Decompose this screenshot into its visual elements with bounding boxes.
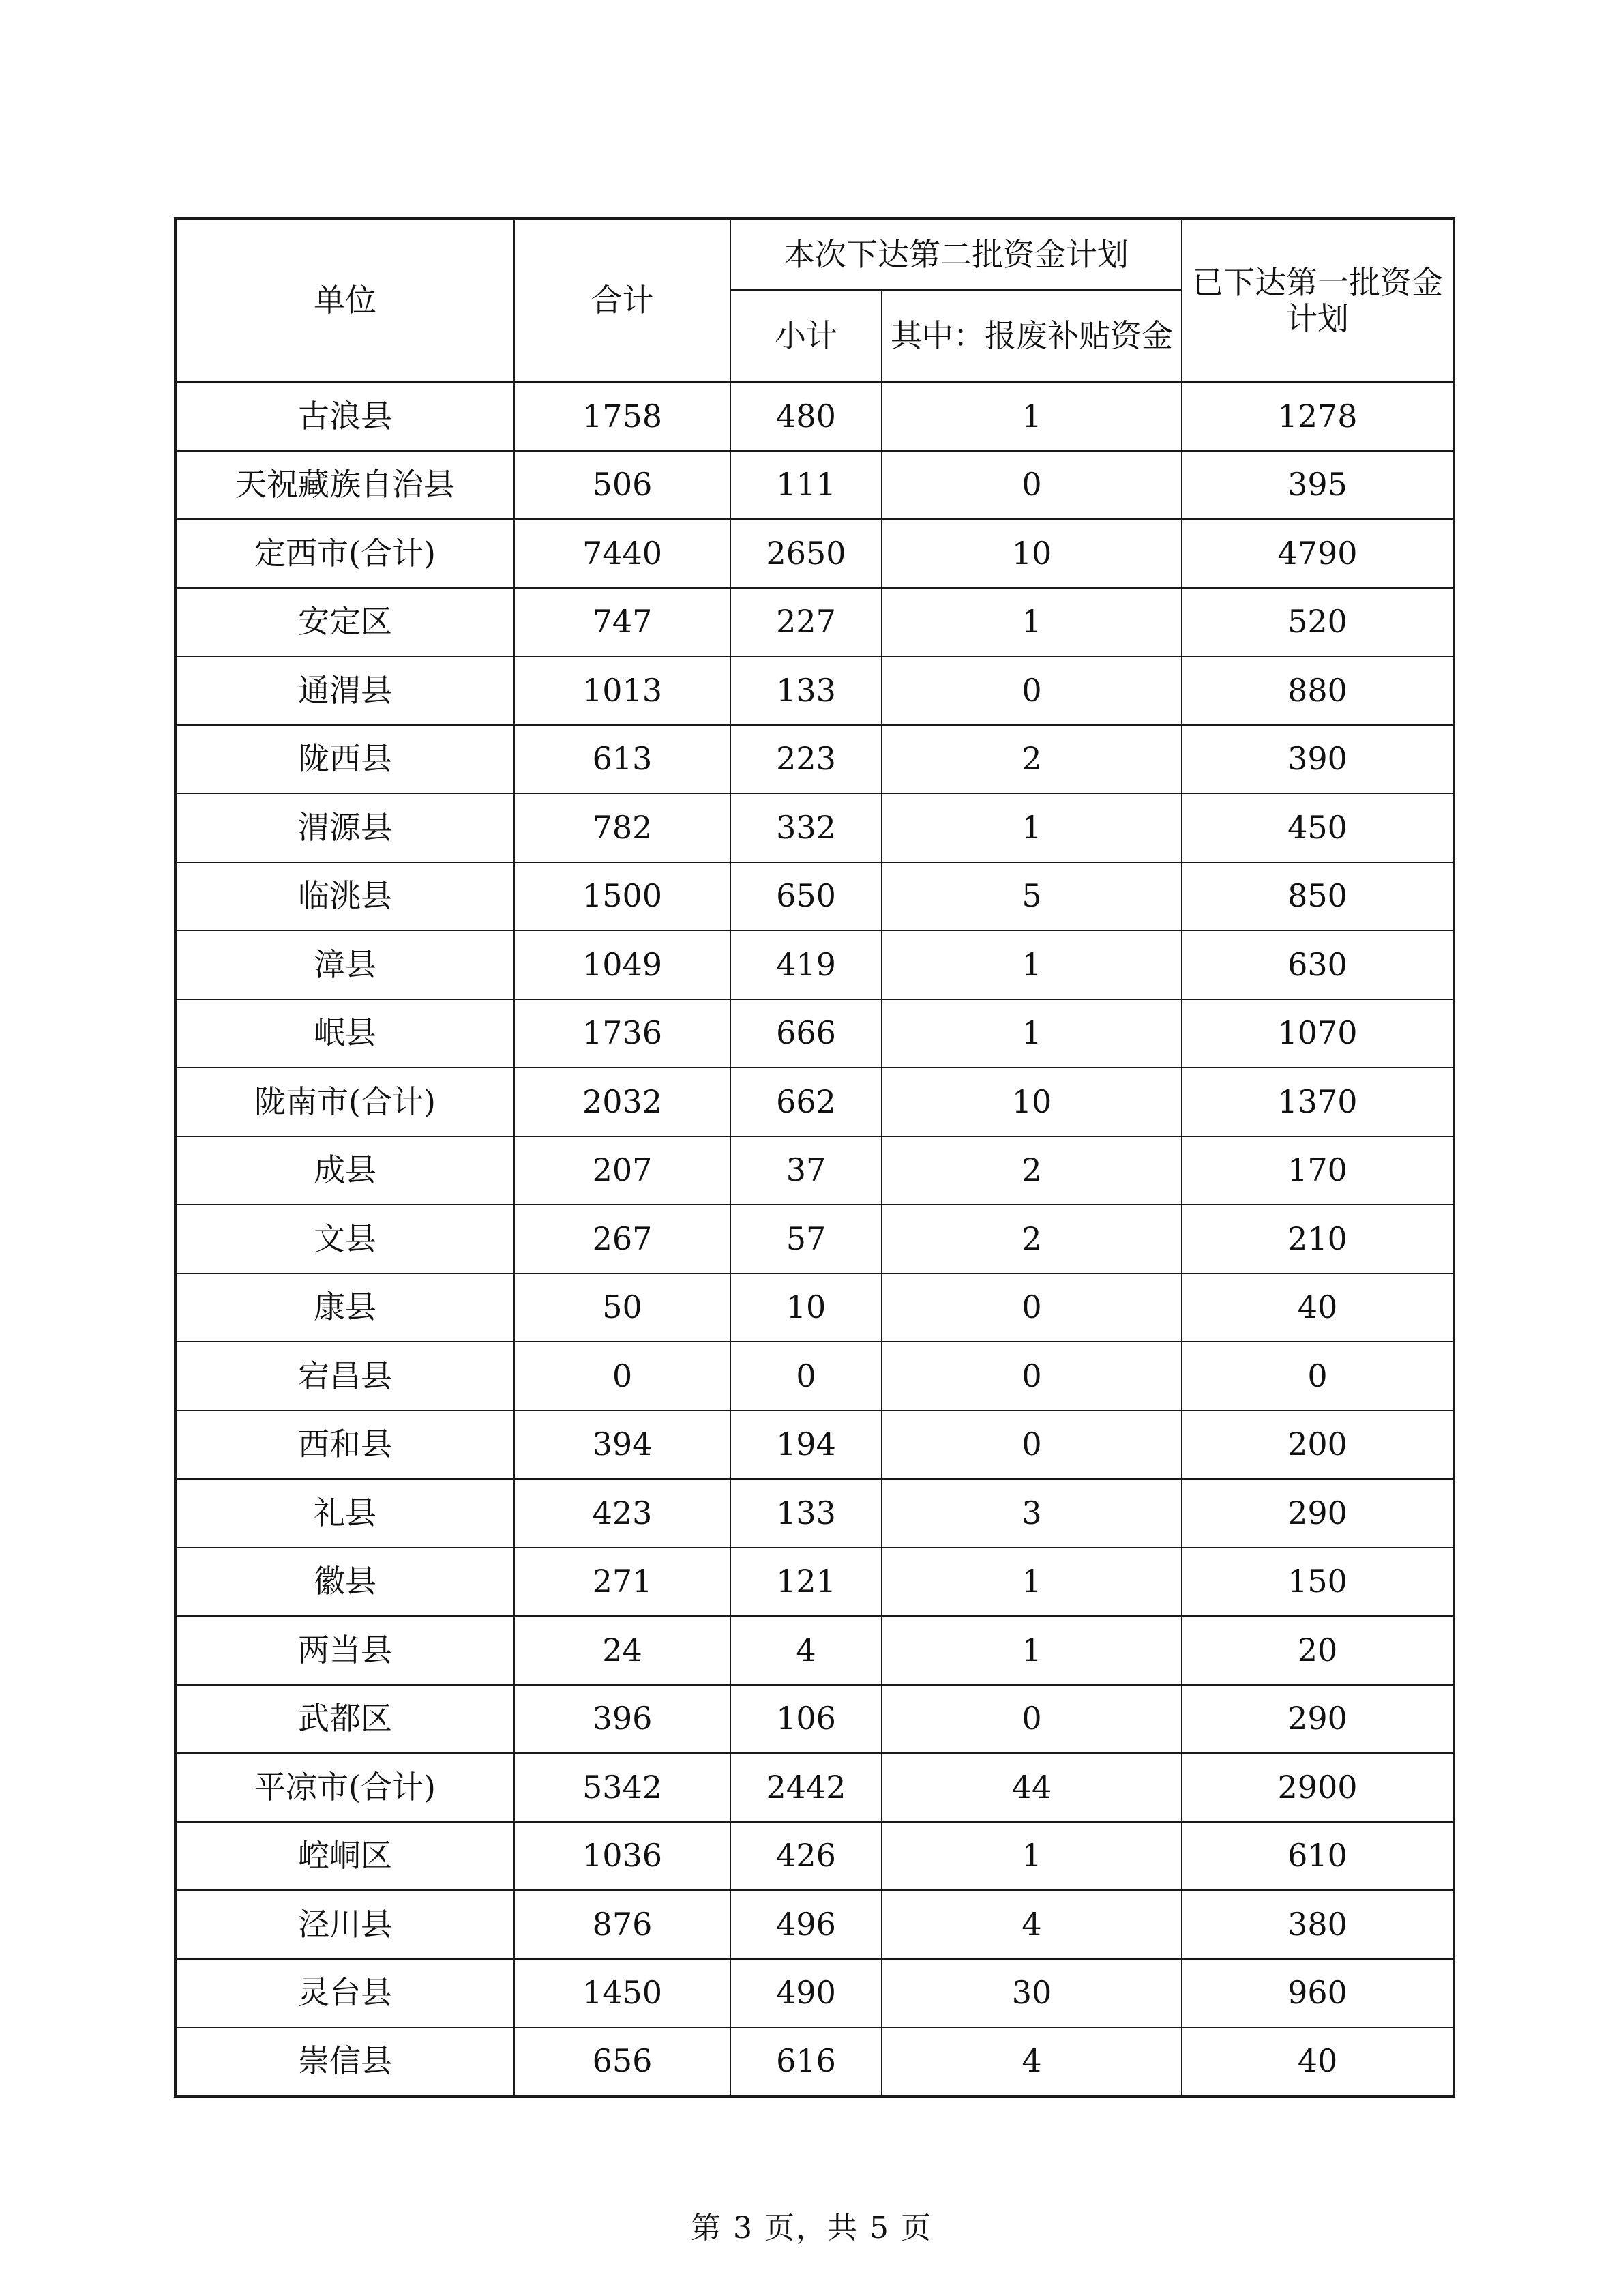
cell-total: 1036 xyxy=(514,1822,730,1891)
cell-subtotal: 0 xyxy=(730,1342,882,1411)
cell-scrap-subsidy: 0 xyxy=(882,451,1182,520)
table-row xyxy=(175,1616,1454,1685)
table-row xyxy=(175,1685,1454,1754)
table-row xyxy=(175,1822,1454,1891)
cell-total: 1736 xyxy=(514,999,730,1068)
cell-subtotal: 496 xyxy=(730,1890,882,1959)
cell-unit: 崇信县 xyxy=(175,2027,514,2096)
cell-previous: 850 xyxy=(1182,862,1454,931)
page-number: 第 3 页，共 5 页 xyxy=(691,2211,932,2246)
cell-unit: 漳县 xyxy=(175,930,514,999)
cell-previous: 150 xyxy=(1182,1548,1454,1617)
cell-unit: 定西市(合计) xyxy=(175,519,514,588)
cell-subtotal: 10 xyxy=(730,1274,882,1342)
table-row xyxy=(175,999,1454,1068)
header-total: 合计 xyxy=(514,218,730,382)
cell-unit: 平凉市(合计) xyxy=(175,1753,514,1822)
table-row xyxy=(175,1274,1454,1342)
cell-scrap-subsidy: 1 xyxy=(882,1548,1182,1617)
table-header-row xyxy=(175,218,1454,290)
cell-unit: 临洮县 xyxy=(175,862,514,931)
cell-previous: 1278 xyxy=(1182,382,1454,451)
cell-total: 1500 xyxy=(514,862,730,931)
cell-scrap-subsidy: 4 xyxy=(882,1890,1182,1959)
table-row xyxy=(175,1959,1454,2028)
cell-subtotal: 133 xyxy=(730,1479,882,1548)
cell-subtotal: 121 xyxy=(730,1548,882,1617)
cell-subtotal: 194 xyxy=(730,1411,882,1480)
cell-subtotal: 2442 xyxy=(730,1753,882,1822)
table-row xyxy=(175,1205,1454,1274)
cell-previous: 380 xyxy=(1182,1890,1454,1959)
table-row xyxy=(175,588,1454,657)
cell-total: 1450 xyxy=(514,1959,730,2028)
cell-total: 747 xyxy=(514,588,730,657)
table-row xyxy=(175,1136,1454,1205)
table-row xyxy=(175,451,1454,520)
cell-scrap-subsidy: 0 xyxy=(882,1411,1182,1480)
cell-subtotal: 227 xyxy=(730,588,882,657)
cell-previous: 290 xyxy=(1182,1479,1454,1548)
cell-unit: 天祝藏族自治县 xyxy=(175,451,514,520)
cell-scrap-subsidy: 10 xyxy=(882,1068,1182,1136)
table-row xyxy=(175,862,1454,931)
header-previous-batch: 已下达第一批资金计划 xyxy=(1182,218,1454,382)
cell-previous: 880 xyxy=(1182,656,1454,725)
cell-subtotal: 332 xyxy=(730,793,882,862)
cell-subtotal: 480 xyxy=(730,382,882,451)
cell-total: 267 xyxy=(514,1205,730,1274)
cell-previous: 520 xyxy=(1182,588,1454,657)
cell-total: 1758 xyxy=(514,382,730,451)
cell-scrap-subsidy: 0 xyxy=(882,656,1182,725)
cell-previous: 630 xyxy=(1182,930,1454,999)
cell-unit: 泾川县 xyxy=(175,1890,514,1959)
cell-subtotal: 111 xyxy=(730,451,882,520)
cell-previous: 4790 xyxy=(1182,519,1454,588)
cell-scrap-subsidy: 5 xyxy=(882,862,1182,931)
cell-subtotal: 662 xyxy=(730,1068,882,1136)
cell-previous: 1370 xyxy=(1182,1068,1454,1136)
cell-previous: 40 xyxy=(1182,2027,1454,2096)
cell-total: 506 xyxy=(514,451,730,520)
cell-subtotal: 616 xyxy=(730,2027,882,2096)
cell-unit: 文县 xyxy=(175,1205,514,1274)
cell-unit: 西和县 xyxy=(175,1411,514,1480)
cell-subtotal: 106 xyxy=(730,1685,882,1754)
cell-total: 24 xyxy=(514,1616,730,1685)
cell-scrap-subsidy: 1 xyxy=(882,930,1182,999)
cell-unit: 古浪县 xyxy=(175,382,514,451)
header-scrap-subsidy: 其中：报废补贴资金 xyxy=(882,290,1182,382)
cell-total: 613 xyxy=(514,725,730,794)
cell-total: 207 xyxy=(514,1136,730,1205)
cell-previous: 170 xyxy=(1182,1136,1454,1205)
cell-previous: 40 xyxy=(1182,1274,1454,1342)
table-row xyxy=(175,1753,1454,1822)
cell-unit: 徽县 xyxy=(175,1548,514,1617)
cell-unit: 岷县 xyxy=(175,999,514,1068)
header-subtotal: 小计 xyxy=(730,290,882,382)
header-current-batch: 本次下达第二批资金计划 xyxy=(730,218,1182,290)
cell-previous: 1070 xyxy=(1182,999,1454,1068)
allocation-table xyxy=(174,217,1455,2098)
cell-scrap-subsidy: 0 xyxy=(882,1342,1182,1411)
cell-unit: 礼县 xyxy=(175,1479,514,1548)
cell-unit: 两当县 xyxy=(175,1616,514,1685)
cell-scrap-subsidy: 1 xyxy=(882,588,1182,657)
table-row xyxy=(175,1548,1454,1617)
cell-previous: 290 xyxy=(1182,1685,1454,1754)
cell-total: 1049 xyxy=(514,930,730,999)
cell-unit: 陇西县 xyxy=(175,725,514,794)
table-row xyxy=(175,1342,1454,1411)
table-body xyxy=(175,382,1454,2096)
cell-subtotal: 490 xyxy=(730,1959,882,2028)
cell-previous: 20 xyxy=(1182,1616,1454,1685)
cell-subtotal: 133 xyxy=(730,656,882,725)
cell-previous: 200 xyxy=(1182,1411,1454,1480)
header-unit: 单位 xyxy=(175,218,514,382)
cell-total: 2032 xyxy=(514,1068,730,1136)
cell-scrap-subsidy: 44 xyxy=(882,1753,1182,1822)
cell-previous: 395 xyxy=(1182,451,1454,520)
cell-scrap-subsidy: 30 xyxy=(882,1959,1182,2028)
cell-total: 656 xyxy=(514,2027,730,2096)
cell-previous: 0 xyxy=(1182,1342,1454,1411)
cell-subtotal: 223 xyxy=(730,725,882,794)
cell-total: 396 xyxy=(514,1685,730,1754)
table-row xyxy=(175,656,1454,725)
table-row xyxy=(175,1479,1454,1548)
cell-total: 876 xyxy=(514,1890,730,1959)
cell-scrap-subsidy: 1 xyxy=(882,1822,1182,1891)
cell-scrap-subsidy: 1 xyxy=(882,1616,1182,1685)
table-row xyxy=(175,382,1454,451)
cell-scrap-subsidy: 2 xyxy=(882,1136,1182,1205)
cell-subtotal: 2650 xyxy=(730,519,882,588)
cell-previous: 960 xyxy=(1182,1959,1454,2028)
table-row xyxy=(175,519,1454,588)
cell-unit: 安定区 xyxy=(175,588,514,657)
table-row xyxy=(175,930,1454,999)
cell-total: 423 xyxy=(514,1479,730,1548)
cell-subtotal: 57 xyxy=(730,1205,882,1274)
cell-scrap-subsidy: 1 xyxy=(882,999,1182,1068)
table-row xyxy=(175,725,1454,794)
cell-subtotal: 666 xyxy=(730,999,882,1068)
cell-unit: 武都区 xyxy=(175,1685,514,1754)
cell-unit: 崆峒区 xyxy=(175,1822,514,1891)
cell-subtotal: 37 xyxy=(730,1136,882,1205)
cell-subtotal: 419 xyxy=(730,930,882,999)
cell-scrap-subsidy: 4 xyxy=(882,2027,1182,2096)
cell-unit: 康县 xyxy=(175,1274,514,1342)
cell-scrap-subsidy: 1 xyxy=(882,382,1182,451)
cell-scrap-subsidy: 10 xyxy=(882,519,1182,588)
cell-subtotal: 4 xyxy=(730,1616,882,1685)
table-row xyxy=(175,1411,1454,1480)
cell-scrap-subsidy: 2 xyxy=(882,725,1182,794)
cell-total: 50 xyxy=(514,1274,730,1342)
cell-unit: 灵台县 xyxy=(175,1959,514,2028)
cell-previous: 2900 xyxy=(1182,1753,1454,1822)
cell-unit: 通渭县 xyxy=(175,656,514,725)
table-row xyxy=(175,1068,1454,1136)
table-row xyxy=(175,2027,1454,2096)
cell-previous: 610 xyxy=(1182,1822,1454,1891)
cell-unit: 陇南市(合计) xyxy=(175,1068,514,1136)
cell-unit: 渭源县 xyxy=(175,793,514,862)
cell-total: 1013 xyxy=(514,656,730,725)
cell-previous: 210 xyxy=(1182,1205,1454,1274)
cell-scrap-subsidy: 1 xyxy=(882,793,1182,862)
cell-scrap-subsidy: 0 xyxy=(882,1685,1182,1754)
cell-previous: 390 xyxy=(1182,725,1454,794)
cell-unit: 宕昌县 xyxy=(175,1342,514,1411)
cell-total: 0 xyxy=(514,1342,730,1411)
cell-total: 394 xyxy=(514,1411,730,1480)
cell-subtotal: 650 xyxy=(730,862,882,931)
cell-total: 271 xyxy=(514,1548,730,1617)
cell-unit: 成县 xyxy=(175,1136,514,1205)
cell-scrap-subsidy: 3 xyxy=(882,1479,1182,1548)
cell-scrap-subsidy: 2 xyxy=(882,1205,1182,1274)
cell-total: 5342 xyxy=(514,1753,730,1822)
cell-total: 782 xyxy=(514,793,730,862)
cell-scrap-subsidy: 0 xyxy=(882,1274,1182,1342)
cell-subtotal: 426 xyxy=(730,1822,882,1891)
cell-total: 7440 xyxy=(514,519,730,588)
table-row xyxy=(175,1890,1454,1959)
table-row xyxy=(175,793,1454,862)
cell-previous: 450 xyxy=(1182,793,1454,862)
